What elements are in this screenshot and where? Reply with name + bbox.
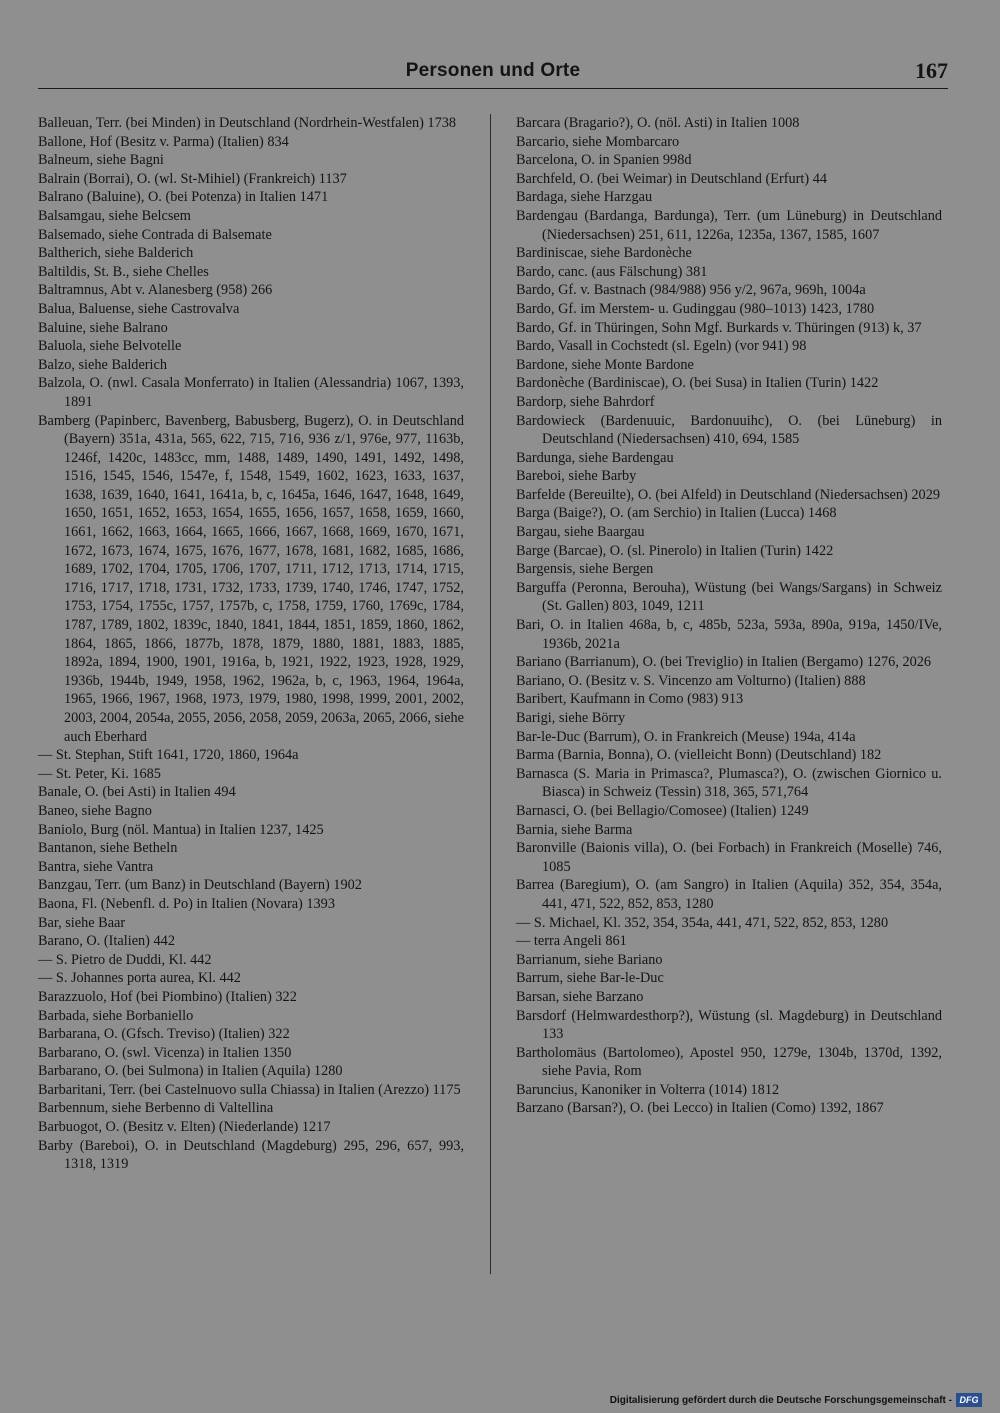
index-entry: Bardonèche (Bardiniscae), O. (bei Susa) in Italien (Turin) 1422: [516, 375, 879, 392]
index-entry: Barsdorf (Helmwardesthorp?), Wüstung (sl. Magdeburg) in Deutschland 133: [516, 1007, 942, 1043]
index-entry: Barbuogot, O. (Besitz v. Elten) (Niederlande) 1217: [38, 1119, 331, 1136]
index-column-right: [516, 114, 942, 1118]
index-entry: Bari, O. in Italien 468a, b, c, 485b, 523a, 593a, 890a, 919a, 1450/IVe, 1936b, 2021a: [516, 617, 942, 652]
index-entry: — S. Pietro de Duddi, Kl. 442: [38, 951, 212, 968]
index-entry: Balzo, siehe Balderich: [38, 356, 168, 373]
index-entry: Barnasci, O. (bei Bellagio/Comosee) (Italien) 1249: [516, 802, 809, 819]
index-entry: Balneum, siehe Bagni: [38, 152, 164, 169]
index-entry: Barzano (Barsan?), O. (bei Lecco) in Italien (Como) 1392, 1867: [516, 1100, 884, 1117]
index-entry: Bargau, siehe Baargau: [516, 524, 645, 541]
index-entry: — S. Michael, Kl. 352, 354, 354a, 441, 471, 522, 852, 853, 1280: [516, 914, 889, 931]
index-entry: Baluine, siehe Balrano: [38, 319, 168, 336]
index-entry: Bardo, Gf. v. Bastnach (984/988) 956 y/2, 967a, 969h, 1004a: [516, 282, 866, 299]
index-entry: Balleuan, Terr. (bei Minden) in Deutschland (Nordrhein-Westfalen) 1738: [38, 115, 457, 131]
index-entry: Barrea (Baregium), O. (am Sangro) in Italien (Aquila) 352, 354, 354a, 441, 471, 522, 852, 853, 1280: [516, 877, 942, 912]
index-entry: Barbada, siehe Borbaniello: [38, 1007, 194, 1024]
index-entry: Barcara (Bragario?), O. (nöl. Asti) in Italien 1008: [516, 115, 800, 131]
index-entry: Bariano, O. (Besitz v. S. Vincenzo am Volturno) (Italien) 888: [516, 672, 866, 689]
index-entry: Baona, Fl. (Nebenfl. d. Po) in Italien (Novara) 1393: [38, 895, 335, 912]
index-entry: Barma (Barnia, Bonna), O. (vielleicht Bonn) (Deutschland) 182: [516, 747, 882, 764]
index-entry: Baltherich, siehe Balderich: [38, 245, 194, 262]
index-entry: Bantanon, siehe Betheln: [38, 840, 178, 857]
index-entry: Barga (Baige?), O. (am Serchio) in Italien (Lucca) 1468: [516, 505, 837, 522]
index-entry: Banzgau, Terr. (um Banz) in Deutschland (Bayern) 1902: [38, 877, 362, 894]
index-entry: Barbarano, O. (swl. Vicenza) in Italien 1350: [38, 1044, 292, 1061]
index-entry: Bardo, canc. (aus Fälschung) 381: [516, 263, 708, 280]
index-entry: Balsamgau, siehe Belcsem: [38, 207, 191, 224]
index-entry: Barrianum, siehe Bariano: [516, 951, 663, 968]
index-entry: — S. Johannes porta aurea, Kl. 442: [38, 970, 241, 987]
index-entry: — terra Angeli 861: [516, 933, 627, 950]
index-entry: Bar-le-Duc (Barrum), O. in Frankreich (Meuse) 194a, 414a: [516, 728, 856, 745]
index-column-left: [38, 114, 464, 1174]
index-entry: Barbarano, O. (bei Sulmona) in Italien (Aquila) 1280: [38, 1063, 343, 1080]
page-header: [38, 58, 948, 89]
index-entry: Bardo, Gf. im Merstem- u. Gudinggau (980–1013) 1423, 1780: [516, 300, 875, 317]
index-entry: Bardunga, siehe Bardengau: [516, 449, 674, 466]
index-entry: Baronville (Baionis villa), O. (bei Forbach) in Frankreich (Moselle) 746, 1085: [516, 840, 942, 875]
index-entry: Bargensis, siehe Bergen: [516, 561, 654, 578]
index-entry: Bardo, Gf. in Thüringen, Sohn Mgf. Burkards v. Thüringen (913) k, 37: [516, 319, 922, 336]
index-entry: Balrain (Borrai), O. (wl. St-Mihiel) (Frankreich) 1137: [38, 170, 347, 187]
index-entry: Baneo, siehe Bagno: [38, 802, 152, 819]
index-entry: Bardiniscae, siehe Bardonèche: [516, 245, 692, 262]
index-entry: Bardowieck (Bardenuuic, Bardonuuihc), O. (bei Lüneburg) in Deutschland (Niedersachsen) 410, 694, 1585: [516, 412, 942, 448]
index-entry: Barcario, siehe Mombarcaro: [516, 133, 680, 150]
index-entry: Bardengau (Bardanga, Bardunga), Terr. (um Lüneburg) in Deutschland (Niedersachsen) 251, 611, 1226a, 1235a, 1367, 1585, 1607: [516, 207, 942, 243]
column-divider: [490, 114, 491, 1274]
index-entry: Baltildis, St. B., siehe Chelles: [38, 263, 209, 280]
index-entry: Balrano (Baluine), O. (bei Potenza) in Italien 1471: [38, 189, 329, 206]
index-entry: — St. Stephan, Stift 1641, 1720, 1860, 1964a: [38, 747, 299, 764]
index-entry: Barnasca (S. Maria in Primasca?, Plumasca?), O. (zwischen Giornico u. Biasca) in Schweiz (Tessin) 318, 365, 571,764: [516, 765, 942, 801]
index-entry: Barbaritani, Terr. (bei Castelnuovo sulla Chiassa) in Italien (Arezzo) 1175: [38, 1081, 461, 1098]
index-entry: Baniolo, Burg (nöl. Mantua) in Italien 1237, 1425: [38, 821, 324, 838]
index-entry: Balua, Baluense, siehe Castrovalva: [38, 300, 240, 317]
index-entry: Ballone, Hof (Besitz v. Parma) (Italien) 834: [38, 133, 289, 150]
index-entry: Bariano (Barrianum), O. (bei Treviglio) in Italien (Bergamo) 1276, 2026: [516, 654, 932, 671]
index-entry: Barchfeld, O. (bei Weimar) in Deutschland (Erfurt) 44: [516, 170, 828, 187]
index-entry: Bardaga, siehe Harzgau: [516, 189, 653, 206]
index-entry: Bantra, siehe Vantra: [38, 858, 154, 875]
index-entry: Bartholomäus (Bartolomeo), Apostel 950, 1279e, 1304b, 1370d, 1392, siehe Pavia, Rom: [516, 1044, 942, 1080]
index-entry: Barsan, siehe Barzano: [516, 988, 644, 1005]
index-entry: Bardorp, siehe Bahrdorf: [516, 393, 655, 410]
index-entry: Bamberg (Papinberc, Bavenberg, Babusberg, Bugerz), O. in Deutschland (Bayern) 351a, 431a, 565, 622, 715, 716, 936 z/1, 976e, 977, 1163b, 1246f, 1420c, 1483cc, mm, 1488, 1489, 1490, 1491, 1492, 1498, 1516, 1545, 1546, 1547e, f, 1548, 1549, 1602, 1623, 1633, 1637, 1638, 1639, 1640, 1641, 1641a, b, c, 1645a, 1646, 1647, 1648, 1649, 1650, 1651, 1652, 1653, 1654, 1655, 1656, 1657, 1658, 1659, 1660, 1661, 1662, 1663, 1664, 1665, 1666, 1667, 1668, 1669, 1670, 1671, 1672, 1673, 1674, 1675, 1676, 1677, 1678, 1681, 1682, 1685, 1686, 1689, 1702, 1704, 1705, 1706, 1707, 1711, 1712, 1713, 1714, 1715, 1716, 1717, 1718, 1731, 1732, 1733, 1739, 1740, 1746, 1747, 1752, 1753, 1754, 1755c, 1757, 1757b, c, 1758, 1759, 1760, 1769c, 1784, 1787, 1789, 1802, 1839c, 1840, 1841, 1844, 1851, 1859, 1860, 1862, 1864, 1865, 1866, 1877b, 1878, 1879, 1880, 1881, 1883, 1885, 1892a, 1894, 1900, 1901, 1916a, b, 1921, 1922, 1923, 1928, 1929, 1936b, 1944b, 1949, 1958, 1962, 1962a, b, c, 1963, 1964, 1964a, 1965, 1966, 1967, 1968, 1973, 1979, 1980, 1998, 1999, 2001, 2002, 2003, 2004, 2054a, 2055, 2056, 2058, 2059, 2063a, 2065, 2066, siehe auch Eberhard: [38, 412, 464, 745]
footer: [610, 1393, 982, 1407]
index-entry: Barbarana, O. (Gfsch. Treviso) (Italien) 322: [38, 1026, 290, 1043]
index-entry: Barcelona, O. in Spanien 998d: [516, 152, 692, 169]
index-entry: Baltramnus, Abt v. Alanesberg (958) 266: [38, 282, 273, 299]
page-title: Personen und Orte: [405, 60, 581, 81]
index-entry: Balsemado, siehe Contrada di Balsemate: [38, 226, 272, 243]
page-number: 167: [915, 58, 948, 83]
index-entry: Bardo, Vasall in Cochstedt (sl. Egeln) (vor 941) 98: [516, 338, 807, 355]
index-entry: Barbennum, siehe Berbenno di Valtellina: [38, 1100, 274, 1117]
index-entry: Barazzuolo, Hof (bei Piombino) (Italien) 322: [38, 988, 297, 1005]
index-entry: Bareboi, siehe Barby: [516, 468, 637, 485]
index-entry: Baribert, Kaufmann in Como (983) 913: [516, 691, 744, 708]
index-entry: Barge (Barcae), O. (sl. Pinerolo) in Italien (Turin) 1422: [516, 542, 834, 559]
index-entry: Balzola, O. (nwl. Casala Monferrato) in Italien (Alessandria) 1067, 1393, 1891: [38, 375, 464, 410]
index-entry: Bar, siehe Baar: [38, 914, 126, 931]
index-entry: Barnia, siehe Barma: [516, 821, 633, 838]
index-entry: Barby (Bareboi), O. in Deutschland (Magdeburg) 295, 296, 657, 993, 1318, 1319: [38, 1137, 464, 1173]
index-entry: Barfelde (Bereuilte), O. (bei Alfeld) in Deutschland (Niedersachsen) 2029: [516, 486, 940, 503]
index-entry: Bardone, siehe Monte Bardone: [516, 356, 694, 373]
index-entry: Barrum, siehe Bar-le-Duc: [516, 970, 664, 987]
footer-credit: Digitalisierung gefördert durch die Deutsche Forschungsgemeinschaft -: [609, 1394, 952, 1406]
index-entry: Barigi, siehe Börry: [516, 710, 626, 726]
index-entry: Banale, O. (bei Asti) in Italien 494: [38, 784, 236, 801]
index-entry: — St. Peter, Ki. 1685: [38, 765, 161, 782]
index-entry: Baluola, siehe Belvotelle: [38, 338, 182, 355]
dfg-logo-icon: DFG: [956, 1393, 982, 1407]
index-entry: Barano, O. (Italien) 442: [38, 933, 175, 950]
index-entry: Baruncius, Kanoniker in Volterra (1014) 1812: [516, 1081, 780, 1098]
index-entry: Barguffa (Peronna, Berouha), Wüstung (bei Wangs/Sargans) in Schweiz (St. Gallen) 803, 1049, 1211: [516, 579, 942, 615]
